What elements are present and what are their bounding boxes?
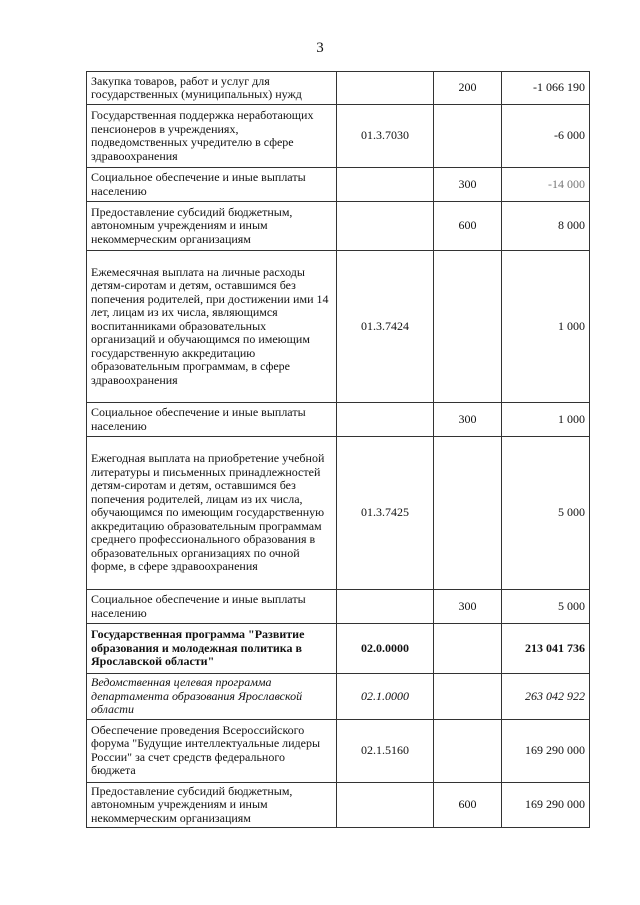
table-row bbox=[87, 782, 590, 828]
row-sum-cell: -1 066 190 bbox=[502, 72, 590, 105]
row-name-cell: Обеспечение проведения Всероссийского форума "Будущие интеллектуальные лидеры России" за счет средств федерального бюджета bbox=[87, 719, 337, 782]
row-sum-cell: 5 000 bbox=[502, 590, 590, 624]
row-sum-cell: 8 000 bbox=[502, 202, 590, 251]
row-sum-cell: -6 000 bbox=[502, 105, 590, 168]
table-row bbox=[87, 202, 590, 251]
row-type-cell: 200 bbox=[434, 72, 502, 105]
row-sum-cell: 213 041 736 bbox=[502, 624, 590, 674]
row-type-cell bbox=[434, 624, 502, 674]
row-name-cell: Государственная поддержка неработающих пенсионеров в учреждениях, подведомственных учредителю в сфере здравоохранения bbox=[87, 105, 337, 168]
row-name-cell: Предоставление субсидий бюджетным, автономным учреждениям и иным некоммерческим организациям bbox=[87, 782, 337, 828]
row-code-cell: 02.1.5160 bbox=[337, 719, 434, 782]
row-name-cell: Ежемесячная выплата на личные расходы детям-сиротам и детям, оставшимся без попечения родителей, при достижении ими 14 лет, лицам из их числа, являющимся воспитанниками образовательных организаций и обучающимся по имеющим государственную аккредитацию образовательным программам, в сфере здравоохранения bbox=[87, 251, 337, 403]
row-code-cell bbox=[337, 168, 434, 202]
row-name-cell: Социальное обеспечение и иные выплаты населению bbox=[87, 403, 337, 437]
row-type-cell bbox=[434, 105, 502, 168]
row-name-cell: Предоставление субсидий бюджетным, автономным учреждениям и иным некоммерческим организациям bbox=[87, 202, 337, 251]
row-sum-cell: 263 042 922 bbox=[502, 674, 590, 720]
row-type-cell: 300 bbox=[434, 403, 502, 437]
table-row bbox=[87, 719, 590, 782]
table-row bbox=[87, 590, 590, 624]
row-code-cell: 01.3.7425 bbox=[337, 437, 434, 590]
row-sum-cell: 169 290 000 bbox=[502, 719, 590, 782]
row-code-cell bbox=[337, 590, 434, 624]
row-code-cell bbox=[337, 782, 434, 828]
row-name-cell: Социальное обеспечение и иные выплаты населению bbox=[87, 168, 337, 202]
row-sum-cell: 5 000 bbox=[502, 437, 590, 590]
table-row bbox=[87, 105, 590, 168]
page-number: 3 bbox=[316, 40, 324, 56]
row-type-cell bbox=[434, 437, 502, 590]
table-row bbox=[87, 72, 590, 105]
row-type-cell: 600 bbox=[434, 202, 502, 251]
row-type-cell bbox=[434, 251, 502, 403]
row-sum-cell: 169 290 000 bbox=[502, 782, 590, 828]
row-code-cell: 02.0.0000 bbox=[337, 624, 434, 674]
table-row bbox=[87, 624, 590, 674]
row-sum-cell: -14 000 bbox=[502, 168, 590, 202]
row-name-cell: Государственная программа "Развитие образования и молодежная политика в Ярославской области" bbox=[87, 624, 337, 674]
row-type-cell bbox=[434, 674, 502, 720]
row-name-cell: Социальное обеспечение и иные выплаты населению bbox=[87, 590, 337, 624]
row-name-cell: Закупка товаров, работ и услуг для государственных (муниципальных) нужд bbox=[87, 72, 337, 105]
budget-table bbox=[86, 71, 590, 828]
row-sum-cell: 1 000 bbox=[502, 403, 590, 437]
row-type-cell: 300 bbox=[434, 590, 502, 624]
row-code-cell bbox=[337, 72, 434, 105]
table-row bbox=[87, 168, 590, 202]
row-code-cell bbox=[337, 403, 434, 437]
row-code-cell: 01.3.7424 bbox=[337, 251, 434, 403]
table-row bbox=[87, 674, 590, 720]
row-type-cell bbox=[434, 719, 502, 782]
row-code-cell: 02.1.0000 bbox=[337, 674, 434, 720]
table-row bbox=[87, 251, 590, 403]
table-row bbox=[87, 437, 590, 590]
row-type-cell: 300 bbox=[434, 168, 502, 202]
row-code-cell bbox=[337, 202, 434, 251]
row-code-cell: 01.3.7030 bbox=[337, 105, 434, 168]
row-type-cell: 600 bbox=[434, 782, 502, 828]
row-sum-cell: 1 000 bbox=[502, 251, 590, 403]
table-row bbox=[87, 403, 590, 437]
row-name-cell: Ведомственная целевая программа департамента образования Ярославской области bbox=[87, 674, 337, 720]
row-name-cell: Ежегодная выплата на приобретение учебной литературы и письменных принадлежностей детям-сиротам и детям, оставшимся без попечения родителей, лицам из их числа, обучающимся по имеющим государственную аккредитацию образовательным программам среднего профессионального образования в образовательных организациях по очной форме, в сфере здравоохранения bbox=[87, 437, 337, 590]
